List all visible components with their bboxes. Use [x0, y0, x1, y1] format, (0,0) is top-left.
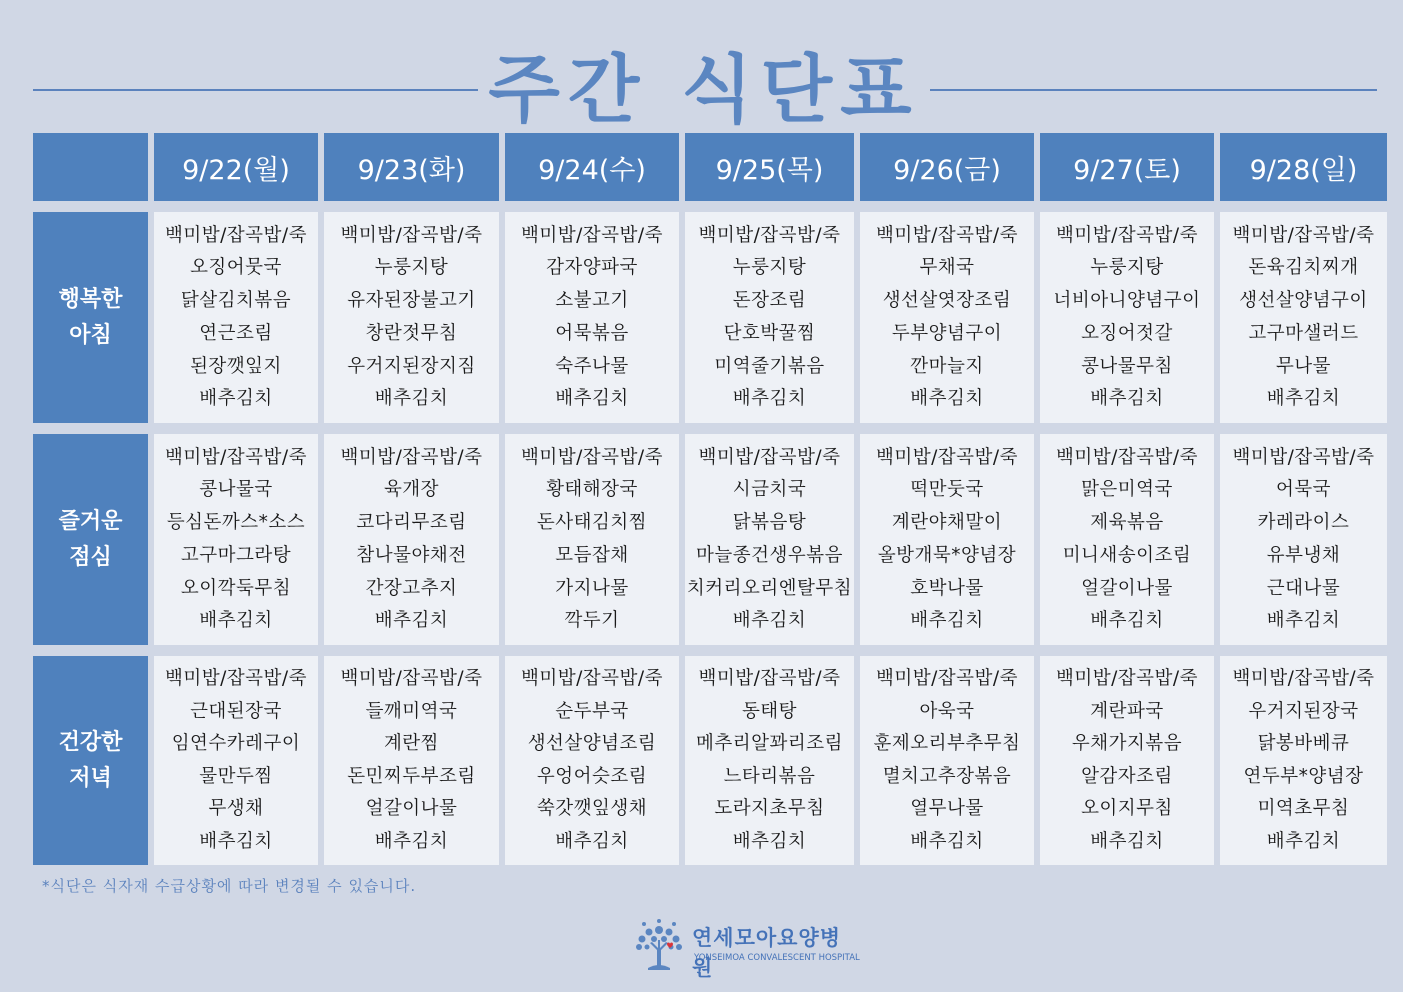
- menu-cell: [1220, 656, 1387, 865]
- menu-item: 물만두찜: [199, 765, 273, 787]
- menu-item: 유부냉채: [1266, 544, 1341, 566]
- hospital-logo: [630, 918, 860, 980]
- menu-cell: [505, 212, 679, 423]
- menu-item: 배추김치: [1090, 830, 1164, 852]
- title-area: [0, 45, 1403, 135]
- menu-item: 등심돈까스*소스: [166, 512, 306, 534]
- menu-item: 미역초무침: [1257, 798, 1350, 820]
- menu-cell: [154, 212, 318, 423]
- menu-item: 근대나물: [1266, 577, 1341, 599]
- menu-item: 돈육김치찌개: [1248, 257, 1359, 279]
- meal-label-line: 저녁: [69, 765, 112, 791]
- day-header: 9/25(목): [685, 133, 854, 201]
- menu-cell: [1040, 434, 1214, 645]
- menu-item: 우엉어슷조림: [536, 765, 648, 787]
- meal-label: [33, 656, 148, 865]
- logo-name: 연세모아요양병원: [692, 926, 842, 980]
- menu-item: 계란찜: [383, 733, 440, 755]
- menu-item: 소불고기: [555, 290, 629, 312]
- menu-item: 백미밥/잡곡밥/죽: [1055, 446, 1199, 468]
- menu-item: 마늘종건생우볶음: [696, 544, 843, 566]
- menu-item: 단호박꿀찜: [723, 322, 816, 344]
- menu-item: 배추김치: [374, 830, 449, 852]
- menu-item: 누룽지탕: [1090, 257, 1164, 279]
- menu-cell: [1220, 212, 1387, 423]
- menu-item: 얼갈이나물: [365, 798, 458, 820]
- menu-item: 너비아니양념구이: [1053, 290, 1201, 312]
- menu-item: 배추김치: [1266, 830, 1341, 852]
- menu-item: 생선살양념조림: [527, 733, 657, 755]
- menu-item: 콩나물무침: [1081, 355, 1173, 377]
- meal-label: [33, 434, 148, 645]
- menu-item: 생선살엿장조림: [882, 290, 1012, 312]
- menu-item: 제육볶음: [1090, 512, 1164, 534]
- menu-item: 숙주나물: [555, 355, 629, 377]
- menu-item: 육개장: [383, 479, 440, 501]
- meal-label-line: 점심: [69, 544, 112, 570]
- menu-cell: [685, 656, 854, 865]
- menu-item: 열무나물: [910, 798, 984, 820]
- menu-item: 무생채: [208, 798, 264, 820]
- menu-item: 콩나물국: [199, 479, 273, 501]
- menu-cell: [1040, 656, 1214, 865]
- weekly-menu-table: [33, 133, 1378, 865]
- page-title: 주간 식단표: [488, 47, 920, 133]
- menu-item: 백미밥/잡곡밥/죽: [1055, 224, 1199, 246]
- menu-item: 깍두기: [564, 610, 620, 632]
- menu-item: 닭봉바베큐: [1257, 733, 1350, 755]
- menu-item: 배추김치: [374, 388, 449, 410]
- menu-item: 아욱국: [919, 700, 975, 722]
- menu-item: 고구마그라탕: [180, 544, 292, 566]
- menu-item: 오징어뭇국: [190, 257, 282, 279]
- menu-item: 얼갈이나물: [1081, 577, 1173, 599]
- menu-item: 백미밥/잡곡밥/죽: [698, 668, 841, 690]
- menu-item: 떡만둣국: [910, 479, 984, 501]
- logo-subtitle: YONSEIMOA CONVALESCENT HOSPITAL: [694, 953, 860, 963]
- menu-item: 올방개묵*양념장: [877, 544, 1017, 566]
- menu-item: 돈민찌두부조림: [347, 765, 476, 787]
- menu-cell: [324, 434, 499, 645]
- menu-item: 누룽지탕: [732, 257, 807, 279]
- menu-item: 우거지된장국: [1248, 700, 1359, 722]
- menu-item: 백미밥/잡곡밥/죽: [1055, 668, 1199, 690]
- tree-icon: [630, 918, 688, 972]
- menu-item: 들깨미역국: [365, 700, 458, 722]
- menu-item: 간장고추지: [365, 577, 458, 599]
- day-header: 9/28(일): [1220, 133, 1387, 201]
- menu-item: 고구마샐러드: [1248, 322, 1359, 344]
- menu-item: 백미밥/잡곡밥/죽: [875, 224, 1019, 246]
- menu-item: 훈제오리부추무침: [873, 733, 1021, 755]
- menu-item: 돈사태김치찜: [536, 512, 648, 534]
- menu-item: 동태탕: [741, 700, 798, 722]
- menu-cell: [860, 434, 1034, 645]
- menu-item: 황태해장국: [546, 479, 638, 501]
- menu-item: 생선살양념구이: [1239, 290, 1368, 312]
- menu-item: 맑은미역국: [1081, 479, 1173, 501]
- day-header: 9/27(토): [1040, 133, 1214, 201]
- menu-item: 백미밥/잡곡밥/죽: [340, 224, 483, 246]
- menu-item: 우거지된장지짐: [347, 355, 476, 377]
- menu-item: 배추김치: [1090, 388, 1164, 410]
- menu-item: 어묵국: [1275, 479, 1332, 501]
- menu-item: 백미밥/잡곡밥/죽: [698, 224, 841, 246]
- menu-cell: [685, 434, 854, 645]
- menu-item: 배추김치: [199, 610, 273, 632]
- menu-item: 메추리알꽈리조림: [696, 733, 843, 755]
- menu-item: 계란파국: [1090, 700, 1164, 722]
- menu-item: 도라지초무침: [714, 798, 825, 820]
- menu-item: 창란젓무침: [365, 322, 458, 344]
- menu-cell: [324, 656, 499, 865]
- meal-label-line: 즐거운: [58, 508, 123, 534]
- menu-item: 배추김치: [732, 610, 807, 632]
- meal-label: [33, 212, 148, 423]
- meal-label-line: 건강한: [58, 729, 123, 755]
- menu-cell: [154, 656, 318, 865]
- menu-item: 백미밥/잡곡밥/죽: [164, 446, 308, 468]
- menu-item: 백미밥/잡곡밥/죽: [340, 668, 483, 690]
- menu-item: 배추김치: [1266, 388, 1341, 410]
- day-header: 9/23(화): [324, 133, 499, 201]
- menu-item: 모듬잡채: [555, 544, 629, 566]
- header-corner-cell: [33, 133, 148, 201]
- menu-item: 알감자조림: [1081, 765, 1173, 787]
- menu-item: 계란야채말이: [891, 512, 1003, 534]
- menu-item: 배추김치: [199, 388, 273, 410]
- menu-item: 유자된장불고기: [347, 290, 476, 312]
- menu-item: 임연수카레구이: [171, 733, 301, 755]
- menu-item: 닭볶음탕: [732, 512, 807, 534]
- menu-item: 배추김치: [732, 830, 807, 852]
- menu-item: 백미밥/잡곡밥/죽: [1232, 668, 1375, 690]
- menu-item: 배추김치: [555, 388, 629, 410]
- menu-cell: [1040, 212, 1214, 423]
- menu-item: 순두부국: [555, 700, 629, 722]
- menu-change-note: *식단은 식자재 수급상황에 따라 변경될 수 있습니다.: [42, 877, 417, 895]
- menu-item: 닭살김치볶음: [180, 290, 292, 312]
- menu-item: 백미밥/잡곡밥/죽: [875, 446, 1019, 468]
- menu-item: 누룽지탕: [374, 257, 449, 279]
- menu-item: 된장깻잎지: [190, 355, 282, 377]
- menu-item: 배추김치: [199, 830, 273, 852]
- menu-item: 무나물: [1275, 355, 1332, 377]
- menu-item: 백미밥/잡곡밥/죽: [164, 668, 308, 690]
- menu-item: 쑥갓깻잎생채: [536, 798, 648, 820]
- menu-item: 배추김치: [910, 830, 984, 852]
- day-header: 9/26(금): [860, 133, 1034, 201]
- menu-item: 배추김치: [910, 388, 984, 410]
- menu-item: 어묵볶음: [555, 322, 629, 344]
- meal-label-line: 아침: [69, 322, 112, 348]
- menu-item: 백미밥/잡곡밥/죽: [340, 446, 483, 468]
- menu-item: 돈장조림: [732, 290, 807, 312]
- menu-cell: [860, 212, 1034, 423]
- menu-item: 백미밥/잡곡밥/죽: [1232, 446, 1375, 468]
- menu-cell: [505, 656, 679, 865]
- menu-cell: [505, 434, 679, 645]
- menu-item: 백미밥/잡곡밥/죽: [1232, 224, 1375, 246]
- menu-item: 배추김치: [374, 610, 449, 632]
- day-header: 9/24(수): [505, 133, 679, 201]
- menu-item: 무채국: [919, 257, 975, 279]
- menu-item: 백미밥/잡곡밥/죽: [698, 446, 841, 468]
- menu-item: 카레라이스: [1257, 512, 1350, 534]
- menu-cell: [1220, 434, 1387, 645]
- menu-item: 배추김치: [1266, 610, 1341, 632]
- menu-item: 깐마늘지: [910, 355, 984, 377]
- menu-item: 배추김치: [910, 610, 984, 632]
- menu-item: 우채가지볶음: [1071, 733, 1183, 755]
- menu-cell: [860, 656, 1034, 865]
- menu-item: 호박나물: [910, 577, 984, 599]
- menu-item: 두부양념구이: [891, 322, 1003, 344]
- menu-cell: [324, 212, 499, 423]
- menu-item: 백미밥/잡곡밥/죽: [520, 668, 664, 690]
- menu-item: 근대된장국: [190, 700, 282, 722]
- menu-item: 오이지무침: [1081, 798, 1173, 820]
- menu-item: 연두부*양념장: [1243, 765, 1364, 787]
- menu-item: 미역줄기볶음: [714, 355, 825, 377]
- menu-item: 참나물야채전: [356, 544, 467, 566]
- menu-item: 연근조림: [199, 322, 273, 344]
- menu-item: 백미밥/잡곡밥/죽: [164, 224, 308, 246]
- menu-item: 시금치국: [732, 479, 807, 501]
- menu-cell: [685, 212, 854, 423]
- title-divider-left: [33, 89, 478, 91]
- menu-item: 치커리오리엔탈무침: [686, 577, 853, 599]
- menu-item: 오이깍둑무침: [180, 577, 292, 599]
- menu-item: 미니새송이조림: [1062, 544, 1192, 566]
- title-divider-right: [930, 89, 1377, 91]
- menu-item: 멸치고추장볶음: [882, 765, 1012, 787]
- menu-item: 백미밥/잡곡밥/죽: [520, 224, 664, 246]
- menu-item: 배추김치: [732, 388, 807, 410]
- menu-item: 백미밥/잡곡밥/죽: [875, 668, 1019, 690]
- menu-item: 느타리볶음: [723, 765, 816, 787]
- menu-item: 배추김치: [555, 830, 629, 852]
- menu-item: 감자양파국: [546, 257, 638, 279]
- menu-item: 오징어젓갈: [1081, 322, 1173, 344]
- day-header: 9/22(월): [154, 133, 318, 201]
- menu-item: 백미밥/잡곡밥/죽: [520, 446, 664, 468]
- menu-item: 배추김치: [1090, 610, 1164, 632]
- menu-item: 가지나물: [555, 577, 629, 599]
- meal-label-line: 행복한: [58, 286, 123, 312]
- menu-cell: [154, 434, 318, 645]
- menu-item: 코다리무조림: [356, 512, 467, 534]
